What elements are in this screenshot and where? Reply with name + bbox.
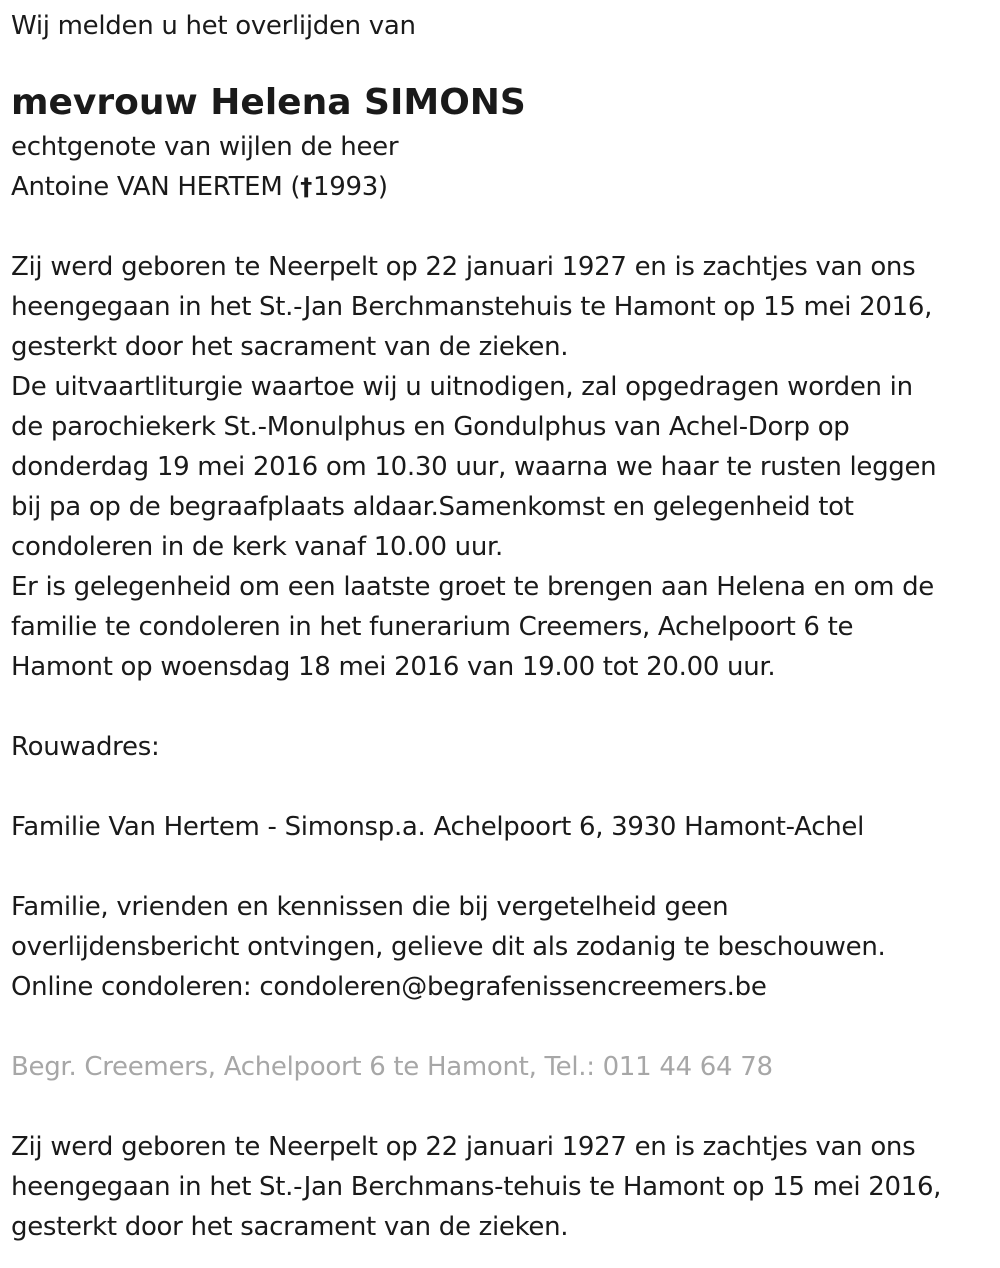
spouse-prefix: Antoine VAN HERTEM ( (11, 172, 301, 202)
notice-line: Familie, vrienden en kennissen die bij vergetelheid geen (11, 892, 729, 922)
undertaker-footer: Begr. Creemers, Achelpoort 6 te Hamont, Tel.: 011 44 64 78 (11, 1052, 773, 1082)
announcement-line: condoleren in de kerk vanaf 10.00 uur. (11, 532, 504, 562)
cross-icon: † (300, 173, 312, 201)
spouse-suffix: 1993) (312, 172, 388, 202)
repeat-line: Zij werd geboren te Neerpelt op 22 januari 1927 en is zachtjes van ons (11, 1132, 916, 1162)
repeat-line: gesterkt door het sacrament van de zieken. (11, 1212, 569, 1242)
deceased-name: mevrouw Helena SIMONS (11, 82, 526, 123)
relation-text: echtgenote van wijlen de heer (11, 132, 399, 162)
announcement-line: donderdag 19 mei 2016 om 10.30 uur, waarna we haar te rusten leggen (11, 452, 937, 482)
intro-text: Wij melden u het overlijden van (11, 11, 416, 41)
announcement-line: bij pa op de begraafplaats aldaar.Samenkomst en gelegenheid tot (11, 492, 854, 522)
announcement-line: Er is gelegenheid om een laatste groet te brengen aan Helena en om de (11, 572, 934, 602)
announcement-line: familie te condoleren in het funerarium Creemers, Achelpoort 6 te (11, 612, 854, 642)
spacer (11, 687, 991, 727)
spacer (11, 847, 991, 887)
repeat-line: heengegaan in het St.-Jan Berchmans-tehuis te Hamont op 15 mei 2016, (11, 1172, 942, 1202)
spacer (11, 207, 991, 247)
notice-line: overlijdensbericht ontvingen, gelieve dit als zodanig te beschouwen. (11, 932, 886, 962)
address-text: Familie Van Hertem - Simonsp.a. Achelpoort 6, 3930 Hamont-Achel (11, 812, 865, 842)
notice-paragraph (11, 887, 991, 1007)
spacer (11, 767, 991, 807)
spacer (11, 1007, 991, 1047)
obituary-document (11, 6, 991, 1247)
announcement-line: Hamont op woensdag 18 mei 2016 van 19.00 tot 20.00 uur. (11, 652, 776, 682)
announcement-line: De uitvaartliturgie waartoe wij u uitnodigen, zal opgedragen worden in (11, 372, 913, 402)
announcement-line: Zij werd geboren te Neerpelt op 22 januari 1927 en is zachtjes van ons (11, 252, 916, 282)
address-label: Rouwadres: (11, 732, 160, 762)
spacer (11, 1087, 991, 1127)
spouse-line (11, 167, 991, 207)
announcement-paragraph (11, 247, 991, 687)
announcement-line: heengegaan in het St.-Jan Berchmanstehuis te Hamont op 15 mei 2016, (11, 292, 933, 322)
announcement-line: gesterkt door het sacrament van de zieken. (11, 332, 569, 362)
repeat-paragraph (11, 1127, 991, 1247)
online-condolence-line: Online condoleren: condoleren@begrafenissencreemers.be (11, 972, 767, 1002)
announcement-line: de parochiekerk St.-Monulphus en Gondulphus van Achel-Dorp op (11, 412, 850, 442)
